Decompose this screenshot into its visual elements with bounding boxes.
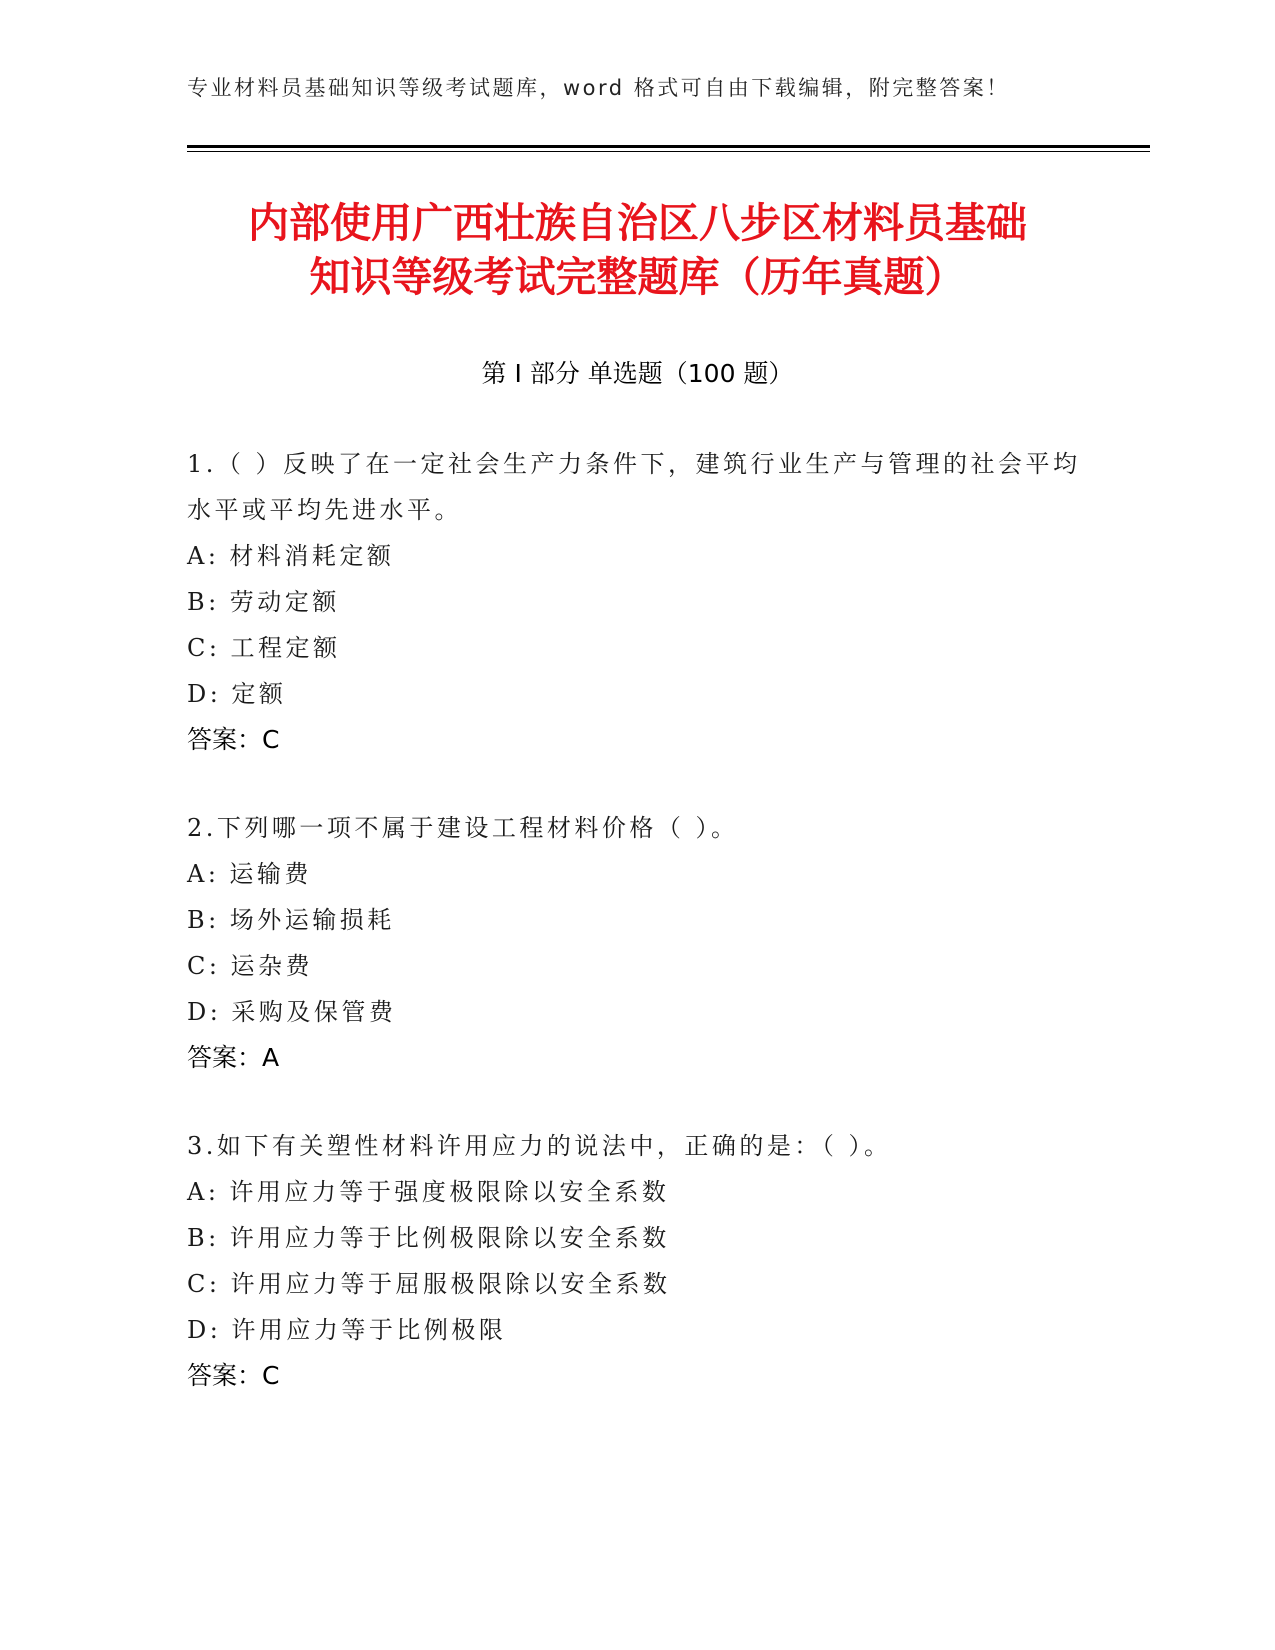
option-key: C:	[187, 1270, 221, 1298]
option-key: B:	[187, 588, 220, 616]
page-header: 专业材料员基础知识等级考试题库，word 格式可自由下载编辑，附完整答案！	[187, 76, 1010, 100]
option-c	[187, 625, 1087, 671]
question-stem: 3.如下有关塑性材料许用应力的说法中，正确的是：（ ）。	[187, 1132, 892, 1160]
option-b	[187, 1215, 1087, 1261]
question-stem: 2.下列哪一项不属于建设工程材料价格（ ）。	[187, 814, 739, 842]
option-text: 工程定额	[230, 634, 341, 662]
question-list	[187, 441, 1087, 1441]
option-key: C:	[187, 634, 221, 662]
header-rule-thick	[187, 145, 1150, 148]
option-text: 定额	[231, 680, 287, 708]
option-a	[187, 851, 1087, 897]
option-text: 材料消耗定额	[229, 542, 395, 570]
option-text: 采购及保管费	[231, 998, 397, 1026]
option-d	[187, 1307, 1087, 1353]
option-a	[187, 1169, 1087, 1215]
option-key: B:	[187, 906, 220, 934]
option-key: A:	[187, 860, 220, 888]
option-text: 劳动定额	[229, 588, 340, 616]
option-text: 场外运输损耗	[229, 906, 395, 934]
document-title-line-2: 知识等级考试完整题库（历年真题）	[309, 253, 966, 301]
option-c	[187, 943, 1087, 989]
option-text: 许用应力等于强度极限除以安全系数	[229, 1178, 670, 1206]
answer: 答案：C	[187, 725, 280, 754]
option-text: 许用应力等于比例极限	[231, 1316, 507, 1344]
section-title: 第 I 部分 单选题（100 题）	[481, 359, 794, 388]
question-2	[187, 805, 1087, 1081]
option-d	[187, 989, 1087, 1035]
option-key: A:	[187, 1178, 220, 1206]
option-d	[187, 671, 1087, 717]
option-key: A:	[187, 542, 220, 570]
document-title-line-1: 内部使用广西壮族自治区八步区材料员基础	[248, 199, 1027, 247]
option-text: 运杂费	[230, 952, 313, 980]
option-a	[187, 533, 1087, 579]
option-c	[187, 1261, 1087, 1307]
option-key: C:	[187, 952, 221, 980]
option-text: 运输费	[229, 860, 312, 888]
option-b	[187, 579, 1087, 625]
document-title	[140, 196, 1135, 304]
option-key: B:	[187, 1224, 220, 1252]
question-3	[187, 1123, 1087, 1399]
option-key: D:	[187, 680, 222, 708]
option-text: 许用应力等于屈服极限除以安全系数	[230, 1270, 671, 1298]
question-1	[187, 441, 1087, 763]
header-rule-thin	[187, 151, 1150, 152]
answer: 答案：A	[187, 1043, 280, 1072]
option-key: D:	[187, 998, 222, 1026]
answer: 答案：C	[187, 1361, 280, 1390]
option-text: 许用应力等于比例极限除以安全系数	[229, 1224, 670, 1252]
option-b	[187, 897, 1087, 943]
question-stem: 1.（ ）反映了在一定社会生产力条件下，建筑行业生产与管理的社会平均水平或平均先进水平。	[187, 450, 1081, 524]
option-key: D:	[187, 1316, 222, 1344]
